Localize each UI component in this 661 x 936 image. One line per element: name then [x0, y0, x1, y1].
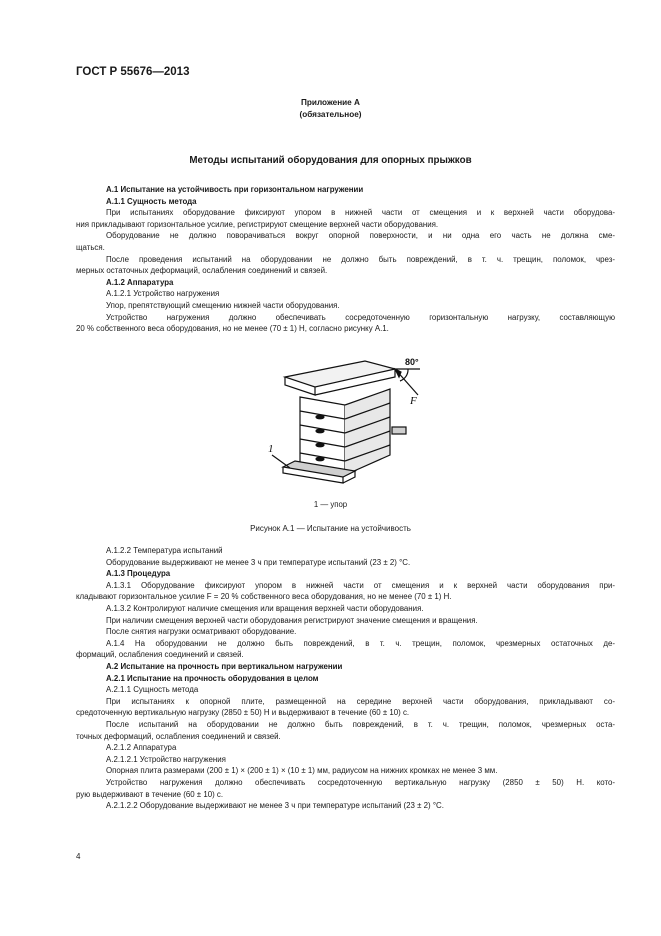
paragraph-line: А.1.3.1 Оборудование фиксируют упором в нижней части от смещения и к верхней части оборудования при-	[106, 580, 615, 590]
paragraph-line: А.1.3.2 Контролируют наличие смещения или вращения верхней части оборудования.	[106, 604, 424, 613]
paragraph-line: А.2.1.1 Сущность метода	[106, 685, 199, 695]
paragraph-line: кладывают горизонтальное усилие F = 20 % собственного веса оборудования, но не менее (70 ± 1) Н.	[76, 592, 452, 602]
paragraph-line: точных деформаций, ослабления соединений и связей.	[76, 731, 281, 741]
paragraph-line: формаций, ослабления соединений и связей.	[76, 650, 244, 660]
paragraph-line: А.1.4 На оборудовании не должно быть повреждений, в т. ч. трещин, поломок, чрезмерных остаточных де-	[106, 638, 615, 648]
paragraph-line: Устройство нагружения должно обеспечивать сосредоточенную вертикальную нагрузку (2850 ± 50) Н. кото-	[106, 778, 615, 787]
annex-label: Приложение А	[301, 98, 360, 107]
paragraph-line: А.2.1.2.2 Оборудование выдерживают не менее 3 ч при температуре испытаний (23 ± 2) °С.	[106, 801, 444, 811]
paragraph-line: Упор, препятствующий смещению нижней части оборудования.	[106, 301, 340, 310]
paragraph-line: Оборудование выдерживают не менее 3 ч при температуре испытаний (23 ± 2) °С.	[106, 557, 411, 567]
paragraph-line: средоточенную вертикальную нагрузку (2850 ± 50) Н и выдерживают в течение (60 ± 10) с.	[76, 708, 410, 718]
paragraph-line: Опорная плита размерами (200 ± 1) × (200 ± 1) × (10 ± 1) мм, радиусом на нижних кромках не менее 3 мм.	[106, 766, 498, 776]
paragraph-line: рую выдерживают в течение (60 ± 10) с.	[76, 789, 224, 799]
annex-status: (обязательное)	[299, 110, 362, 119]
heading-a1-2: А.1.2 Аппаратура	[106, 277, 174, 287]
heading-a1-3: А.1.3 Процедура	[106, 569, 171, 579]
figure-caption: Рисунок А.1 — Испытание на устойчивость	[250, 524, 411, 533]
angle-label: 80°	[405, 357, 419, 367]
paragraph-line: Оборудование не должно поворачиваться вокруг опорной поверхности, и ни одна его часть не должна сме-	[106, 231, 615, 241]
callout-number: 1	[268, 443, 274, 455]
paragraph-line: А.2.1.2 Аппаратура	[106, 743, 177, 753]
paragraph-line: При испытаниях оборудование фиксируют упором в нижней части от смещения и к верхней части оборудова-	[106, 208, 615, 218]
paragraph-line: А.1.2.2 Температура испытаний	[106, 546, 223, 555]
heading-a2: А.2 Испытание на прочность при вертикальном нагружении	[106, 662, 343, 671]
paragraph-line: ния прикладывают горизонтальное усилие, регистрируют смещение верхней части оборудования.	[76, 219, 439, 229]
heading-a1-1: А.1.1 Сущность метода	[106, 196, 197, 206]
paragraph-line: После снятия нагрузки осматривают оборудование.	[106, 627, 297, 637]
force-label: F	[410, 395, 417, 407]
paragraph-line: 20 % собственного веса оборудования, но не менее (70 ± 1) Н, согласно рисунку А.1.	[76, 324, 389, 334]
figure-a1	[250, 355, 430, 490]
paragraph-line: При наличии смещения верхней части оборудования регистрируют значение смещения и вращения.	[106, 615, 478, 625]
paragraph-line: А.2.1.2.1 Устройство нагружения	[106, 754, 226, 764]
paragraph-line: А.1.2.1 Устройство нагружения	[106, 289, 220, 299]
paragraph-line: При испытаниях к опорной плите, размещенной на середине верхней части оборудования, прикладывают со-	[106, 696, 615, 706]
equipment-drawing	[250, 355, 430, 490]
paragraph-line: После испытаний на оборудовании не должно быть повреждений, в т. ч. трещин, поломок, чрезмерных оста-	[106, 720, 615, 729]
page-number: 4	[76, 852, 81, 861]
figure-legend: 1 — упор	[313, 500, 348, 509]
section-title: Методы испытаний оборудования для опорных прыжков	[189, 155, 472, 166]
paragraph-line: щаться.	[76, 243, 105, 252]
paragraph-line: Устройство нагружения должно обеспечивать сосредоточенную горизонтальную нагрузку, составляющую	[106, 312, 615, 322]
paragraph-line: мерных остаточных деформаций, ослабления соединений и связей.	[76, 266, 328, 276]
document-code: ГОСТ Р 55676—2013	[76, 66, 190, 78]
heading-a1: А.1 Испытание на устойчивость при горизонтальном нагружении	[106, 185, 364, 194]
paragraph-line: После проведения испытаний на оборудовании не должно быть повреждений, в т. ч. трещин, поломок, чрез-	[106, 254, 615, 264]
heading-a2-1: А.2.1 Испытание на прочность оборудования в целом	[106, 673, 319, 683]
